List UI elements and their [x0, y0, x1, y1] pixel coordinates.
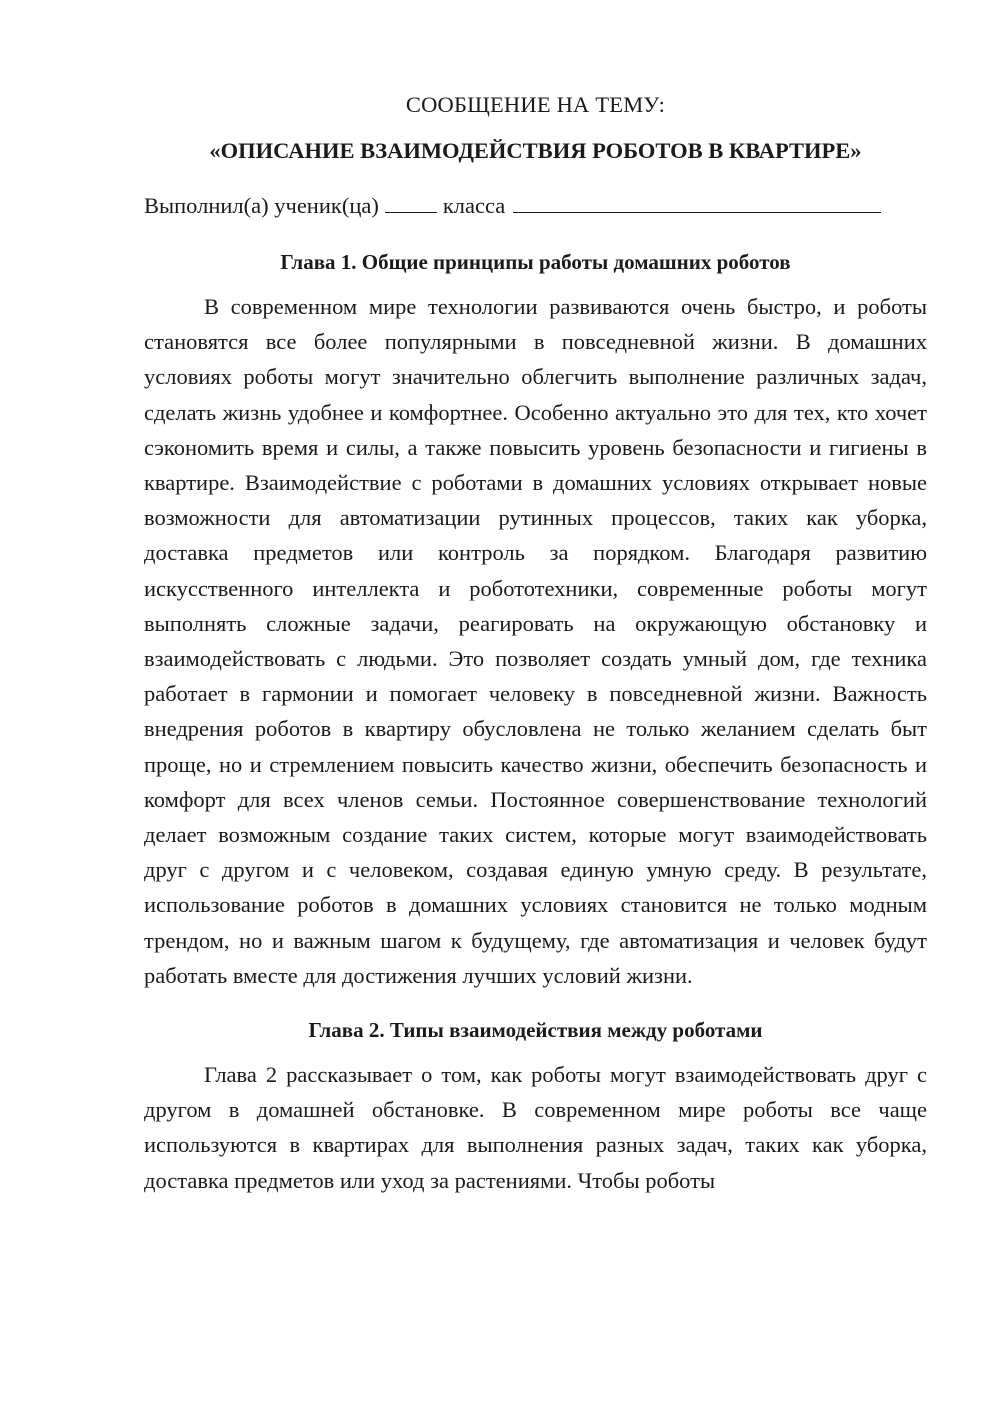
author-line: [144, 190, 927, 221]
document-title-line1: СООБЩЕНИЕ НА ТЕМУ:: [405, 92, 666, 117]
chapter1-paragraph: В современном мире технологии развиваются очень быстро, и роботы становятся все более популярными в повседневной жизни. В домашних условиях роботы могут значительно облегчить выполнение различных задач, сделать жизнь удобнее и комфортнее. Особенно актуально это для тех, кто хочет сэкономить время и силы, а также повысить уровень безопасности и гигиены в квартире. Взаимодействие с роботами в домашних условиях открывает новые возможности для автоматизации рутинных процессов, таких как уборка, доставка предметов или контроль за порядком. Благодаря развитию искусственного интеллекта и робототехники, современные роботы могут выполнять сложные задачи, реагировать на окружающую обстановку и взаимодействовать с людьми. Это позволяет создать умный дом, где техника работает в гармонии и помогает человеку в повседневной жизни. Важность внедрения роботов в квартиру обусловлена не только желанием сделать быт проще, но и стремлением повысить качество жизни, обеспечить безопасность и комфорт для всех членов семьи. Постоянное совершенствование технологий делает возможным создание таких систем, которые могут взаимодействовать друг с другом и с человеком, создавая единую умную среду. В результате, использование роботов в домашних условиях становится не только модным трендом, но и важным шагом к будущему, где автоматизация и человек будут работать вместе для достижения лучших условий жизни.: [144, 294, 927, 988]
chapter2-heading: Глава 2. Типы взаимодействия между роботами: [308, 1018, 763, 1043]
class-label: класса: [442, 193, 506, 218]
grade-blank-field[interactable]: [385, 190, 437, 213]
author-prefix: Выполнил(а) ученик(ца): [144, 193, 379, 218]
document-title-line2: «ОПИСАНИЕ ВЗАИМОДЕЙСТВИЯ РОБОТОВ В КВАРТИРЕ»: [209, 138, 862, 163]
chapter2-paragraph: Глава 2 рассказывает о том, как роботы могут взаимодействовать друг с другом в домашней обстановке. В современном мире роботы все чаще используются в квартирах для выполнения разных задач, таких как уборка, доставка предметов или уход за растениями. Чтобы роботы: [144, 1062, 927, 1193]
document-page: [144, 90, 927, 1198]
chapter1-heading: Глава 1. Общие принципы работы домашних роботов: [280, 250, 791, 274]
class-name-blank-field[interactable]: [513, 190, 881, 213]
